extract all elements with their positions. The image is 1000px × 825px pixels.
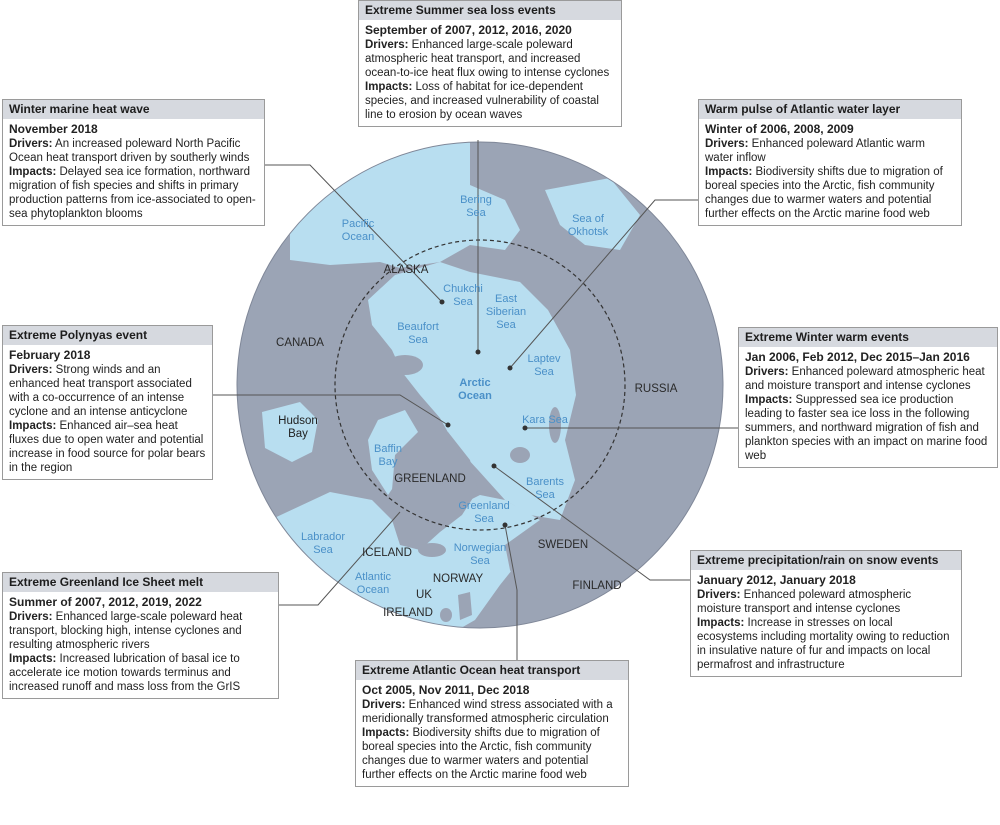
impacts-label: Impacts: <box>745 394 793 406</box>
box-date: Jan 2006, Feb 2012, Dec 2015–Jan 2016 <box>745 350 970 364</box>
polynyas-box <box>2 325 213 480</box>
label-alaska: ALASKA <box>383 264 429 276</box>
box-title: Extreme Greenland Ice Sheet melt <box>3 573 278 592</box>
impacts-label: Impacts: <box>365 81 413 93</box>
greenland-melt-box <box>2 572 279 699</box>
beaufort-word-1: Beaufort <box>397 321 439 333</box>
pacific-word-1: Pacific <box>341 218 375 230</box>
hudson-word-2: Bay <box>288 428 308 440</box>
box-drivers: Enhanced poleward atmospheric moisture transport and intense cyclones <box>697 589 912 615</box>
bering-word-2: Sea <box>466 207 486 219</box>
box-drivers: Enhanced large-scale poleward heat transport, blocking high, intense cyclones and resulting atmospheric rivers <box>9 611 243 651</box>
labrador-word-1: Labrador <box>300 531 346 543</box>
baffin-word-2: Bay <box>378 456 398 468</box>
label-russia: RUSSIA <box>634 383 678 395</box>
box-date: January 2012, January 2018 <box>697 573 856 587</box>
label-ireland: IRELAND <box>383 607 433 619</box>
okhotsk-word-1: Sea of <box>572 213 604 225</box>
laptev-word-2: Sea <box>534 366 554 378</box>
drivers-label: Drivers: <box>9 138 53 150</box>
chukchi-word-1: Chukchi <box>443 283 483 295</box>
pacific-word-2: Ocean <box>341 231 375 243</box>
impacts-label: Impacts: <box>362 727 410 739</box>
labrador-word-2: Sea <box>313 544 333 556</box>
label-arctic-ocean <box>458 377 492 402</box>
box-title: Extreme Summer sea loss events <box>359 1 621 20</box>
uk-land <box>458 592 472 620</box>
label-norway: NORWAY <box>432 573 484 585</box>
norwegian-word-1: Norwegian <box>453 542 507 554</box>
impacts-label: Impacts: <box>705 166 753 178</box>
box-date: Winter of 2006, 2008, 2009 <box>705 122 854 136</box>
box-title: Winter marine heat wave <box>3 100 264 119</box>
box-title: Extreme precipitation/rain on snow events <box>691 551 961 570</box>
hudson-word-1: Hudson <box>278 415 318 427</box>
label-sweden: SWEDEN <box>537 539 589 551</box>
box-impacts: Suppressed sea ice production leading to faster sea ice loss in the following summers, and northward migration of fish and plankton species with an impact on marine food web <box>745 394 988 462</box>
baffin-word-1: Baffin <box>374 443 402 455</box>
box-impacts: Delayed sea ice formation, northward migration of fish species and shifts in primary production patterns from ice-associated to open-sea phytoplankton blooms <box>9 166 256 220</box>
chukchi-word-2: Sea <box>453 296 473 308</box>
impacts-label: Impacts: <box>9 653 57 665</box>
beaufort-word-2: Sea <box>408 334 428 346</box>
winter-heat-wave-box <box>2 99 265 226</box>
arctic-islands-land <box>387 355 423 375</box>
box-drivers: Strong winds and an enhanced heat transport associated with a co-occurrence of an intense cyclone and an intense anticyclone <box>9 364 192 418</box>
ireland-land <box>440 608 452 622</box>
atlantic-word-2: Ocean <box>356 584 390 596</box>
rain-on-snow-box <box>690 550 962 677</box>
box-impacts: Biodiversity shifts due to migration of boreal species into the Arctic, fish community changes due to warmer waters and potential further effects on the Arctic marine food web <box>705 166 943 220</box>
label-uk: UK <box>416 589 432 601</box>
drivers-label: Drivers: <box>9 611 53 623</box>
box-date: February 2018 <box>9 348 91 362</box>
label-finland: FINLAND <box>572 580 622 592</box>
box-title: Extreme Polynyas event <box>3 326 212 345</box>
svalbard-land <box>510 447 530 463</box>
laptev-word-1: Laptev <box>527 353 561 365</box>
box-impacts: Biodiversity shifts due to migration of boreal species into the Arctic, fish community changes due to warmer waters and potential further effects on the Arctic marine food web <box>362 727 600 781</box>
drivers-label: Drivers: <box>697 589 741 601</box>
okhotsk-word-2: Okhotsk <box>567 226 609 238</box>
bering-word-1: Bering <box>460 194 492 206</box>
label-pacific-ocean <box>342 218 375 243</box>
label-kara-sea: Kara Sea <box>522 414 568 426</box>
atlantic-word-1: Atlantic <box>354 571 392 583</box>
arctic-word-2: Ocean <box>458 390 492 402</box>
label-atlantic-ocean <box>355 571 392 596</box>
box-date: September of 2007, 2012, 2016, 2020 <box>365 23 572 37</box>
impacts-label: Impacts: <box>9 420 57 432</box>
drivers-label: Drivers: <box>705 138 749 150</box>
box-drivers: Enhanced poleward Atlantic warm water inflow <box>705 138 925 164</box>
greenland-sea-word-2: Sea <box>474 513 494 525</box>
drivers-label: Drivers: <box>745 366 789 378</box>
impacts-label: Impacts: <box>9 166 57 178</box>
winter-warm-box <box>738 327 998 468</box>
impacts-label: Impacts: <box>697 617 745 629</box>
box-title: Warm pulse of Atlantic water layer <box>699 100 961 119</box>
box-impacts: Enhanced air–sea heat fluxes due to open water and potential increase in food source for polar bears in the region <box>9 420 206 474</box>
box-impacts: Increased lubrication of basal ice to accelerate ice motion towards terminus and increased runoff and mass loss from the GrIS <box>9 653 241 693</box>
siberian-word-3: Sea <box>496 319 516 331</box>
barents-word-2: Sea <box>535 489 555 501</box>
box-impacts: Increase in stresses on local ecosystems including mortality owing to reduction in insulative nature of fur and impacts on local permafrost and infrastructure <box>697 617 950 671</box>
box-date: Summer of 2007, 2012, 2019, 2022 <box>9 595 202 609</box>
norwegian-word-2: Sea <box>470 555 490 567</box>
arctic-word-1: Arctic <box>459 377 491 389</box>
label-iceland: ICELAND <box>362 547 412 559</box>
drivers-label: Drivers: <box>365 39 409 51</box>
box-drivers: Enhanced large-scale poleward atmospheric heat transport, and increased ocean-to-ice heat flux owing to intense cyclones <box>365 39 610 79</box>
atlantic-heat-box <box>355 660 629 787</box>
siberian-word-1: East <box>494 293 518 305</box>
box-date: Oct 2005, Nov 2011, Dec 2018 <box>362 683 530 697</box>
iceland-land <box>418 543 446 557</box>
atlantic-pulse-box <box>698 99 962 226</box>
box-impacts: Loss of habitat for ice-dependent species, and increased vulnerability of coastal line to erosion by ocean waves <box>365 81 599 121</box>
siberian-word-2: Siberian <box>485 306 527 318</box>
label-sea-of-okhotsk <box>568 213 609 238</box>
drivers-label: Drivers: <box>362 699 406 711</box>
box-drivers: An increased poleward North Pacific Ocean heat transport driven by southerly winds <box>9 138 250 164</box>
summer-sea-loss-box <box>358 0 622 127</box>
box-date: November 2018 <box>9 122 98 136</box>
drivers-label: Drivers: <box>9 364 53 376</box>
box-drivers: Enhanced poleward atmospheric heat and moisture transport and intense cyclones <box>745 366 985 392</box>
label-canada: CANADA <box>276 337 324 349</box>
box-title: Extreme Winter warm events <box>739 328 997 347</box>
label-greenland: GREENLAND <box>394 473 466 485</box>
barents-word-1: Barents <box>526 476 564 488</box>
greenland-sea-word-1: Greenland <box>458 500 510 512</box>
box-drivers: Enhanced wind stress associated with a meridionally transformed atmospheric circulation <box>362 699 613 725</box>
box-title: Extreme Atlantic Ocean heat transport <box>356 661 628 680</box>
